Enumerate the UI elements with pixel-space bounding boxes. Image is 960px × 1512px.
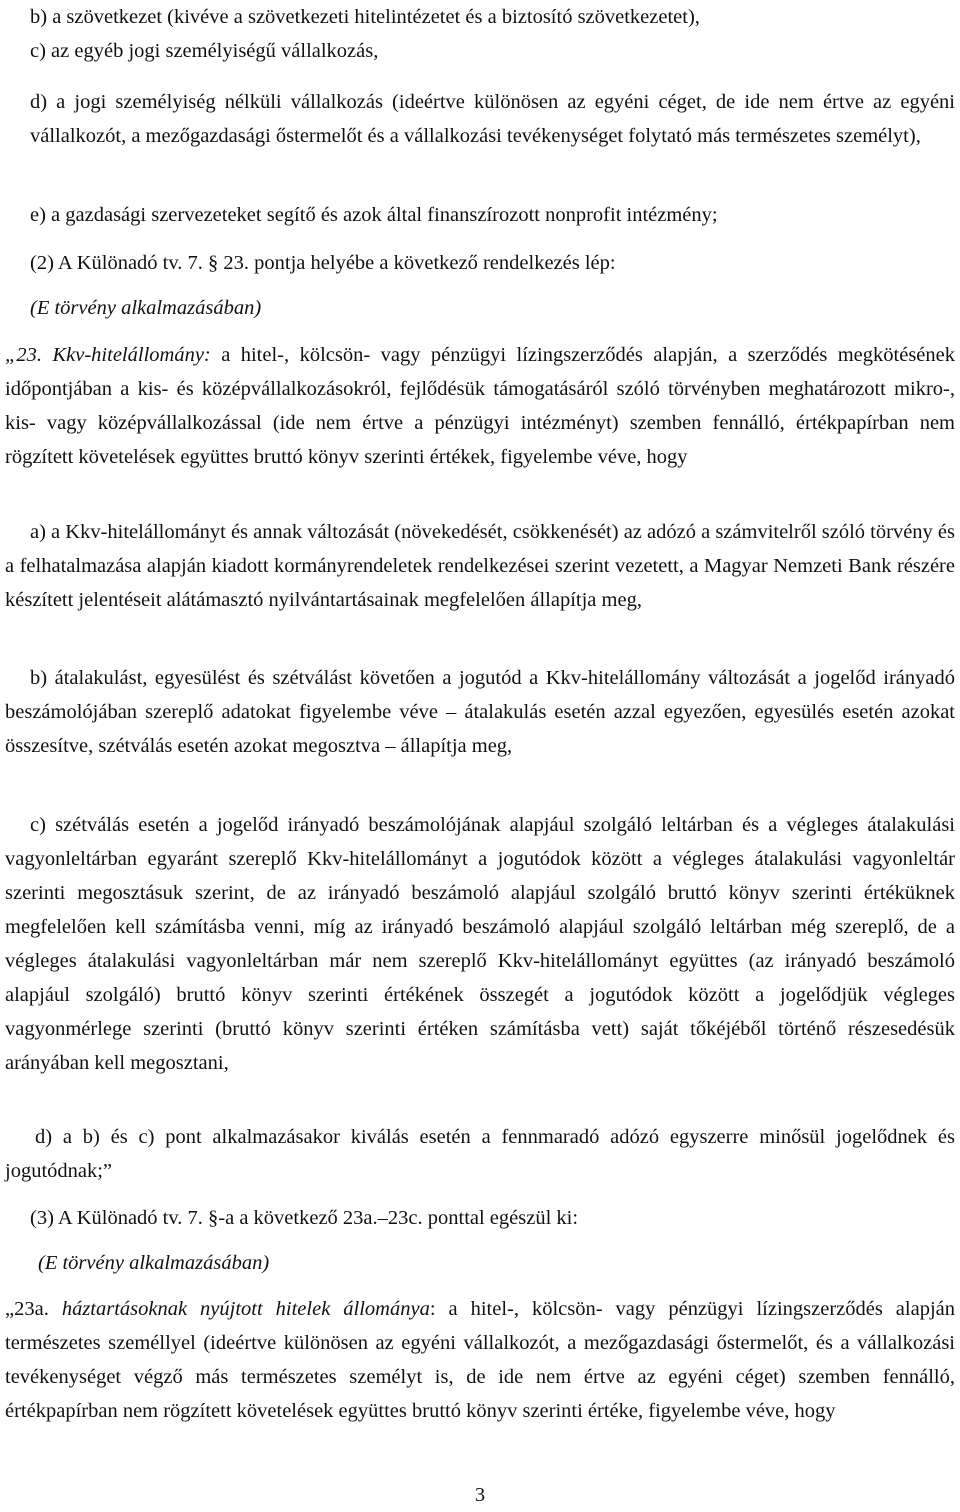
list-item-d — [30, 85, 955, 153]
definition-23-term: Kkv-hitelállomány: — [52, 344, 211, 366]
definition-23-text: a hitel-, kölcsön- vagy pénzügyi lízingszerződés alapján, a szerződés megkötésének időpontjában a kis- és középvállalkozásokról, fejlődésük támogatásáról szóló törvényben meghatározott mikro-, kis- vagy középvállalkozással (ide nem értve a pénzügyi intézményt) szemben fennálló, értékpapírban nem rögzített követelések együttes bruttó könyv szerinti értékek, figyelembe véve, hogy — [5, 344, 956, 468]
amendment-2-intro: (2) A Különadó tv. 7. § 23. pontja helyébe a következő rendelkezés lép: — [30, 252, 616, 274]
definition-23-item-b: b) átalakulást, egyesülést és szétválást követően a jogutód a Kkv-hitelállomány változását a jogelőd irányadó beszámolójában szereplő adatokat figyelembe véve – átalakulás esetén azzal egyezően, egyesülés esetén azokat összesítve, szétválás esetén azokat megosztva – állapítja meg, — [5, 667, 955, 757]
definition-23a-prefix: „23a. — [5, 1298, 62, 1320]
list-item-d-text: d) a jogi személyiség nélküli vállalkozás (ideértve különösen az egyéni céget, de ide nem értve az egyéni vállalkozót, a mezőgazdasági őstermelőt és a vállalkozási tevékenységet folytató más természetes személyt), — [30, 91, 955, 147]
list-item-b: b) a szövetkezet (kivéve a szövetkezeti hitelintézetet és a biztosító szövetkezetet), — [30, 6, 700, 28]
definition-23a-text: : a hitel-, kölcsön- vagy pénzügyi lízingszerződés alapján természetes személlyel (ideértve különösen az egyéni vállalkozót, a mezőgazdasági őstermelőt, és a vállalkozási tevékenységet végző más természetes személyt is, de ide nem értve az egyéni céget) szemben fennálló, értékpapírban nem rögzített követelések együttes bruttó könyv szerinti értéke, figyelembe véve, hogy — [5, 1298, 955, 1422]
definition-23-item-a: a) a Kkv-hitelállományt és annak változását (növekedését, csökkenését) az adózó a számvitelről szóló törvény és a felhatalmazása alapján kiadott kormányrendeletek rendelkezései szerint vezetett, a Magyar Nemzeti Bank részére készített jelentéseit alátámasztó nyilvántartásainak megfelelően állapítja meg, — [5, 521, 955, 611]
list-item-e: e) a gazdasági szervezeteket segítő és azok által finanszírozott nonprofit intézmény; — [30, 204, 718, 226]
definition-23-item-c: c) szétválás esetén a jogelőd irányadó beszámolójának alapjául szolgáló leltárban és a végleges átalakulási vagyonleltárban egyaránt szereplő Kkv-hitelállományt a jogutódok között a végleges átalakulási vagyonleltár szerinti megosztásuk szerint, de az irányadó beszámoló alapjául szolgáló bruttó könyv szerinti értéküknek megfelelően kell számításba venni, míg az irányadó beszámoló alapjául szolgáló leltárban még szereplő, de a végleges átalakulási vagyonleltárban már nem szereplő Kkv-hitelállományt együttes (az irányadó beszámoló alapjául szolgáló) bruttó könyv szerinti értékének összegét a jogutódok között a jogelődjük végleges vagyonmérlege szerinti (bruttó könyv szerinti értéken számításba vett) saját tőkéjéből történő részesedésük arányában kell megosztani, — [5, 814, 955, 1074]
page-number: 3 — [474, 1484, 486, 1506]
amendment-3-context: (E törvény alkalmazásában) — [38, 1252, 270, 1274]
definition-23-prefix: „23. — [5, 344, 53, 366]
definition-23a — [5, 1292, 955, 1428]
amendment-2-context: (E törvény alkalmazásában) — [30, 297, 262, 319]
definition-23 — [5, 338, 955, 474]
list-item-c: c) az egyéb jogi személyiségű vállalkozás, — [30, 40, 379, 62]
definition-23-item-d: d) a b) és c) pont alkalmazásakor kiválás esetén a fennmaradó adózó egyszerre minősül jogelődnek és jogutódnak;” — [5, 1126, 955, 1182]
definition-23a-term: háztartásoknak nyújtott hitelek állománya — [61, 1298, 430, 1320]
amendment-3-intro: (3) A Különadó tv. 7. §-a a következő 23a.–23c. ponttal egészül ki: — [30, 1207, 579, 1229]
